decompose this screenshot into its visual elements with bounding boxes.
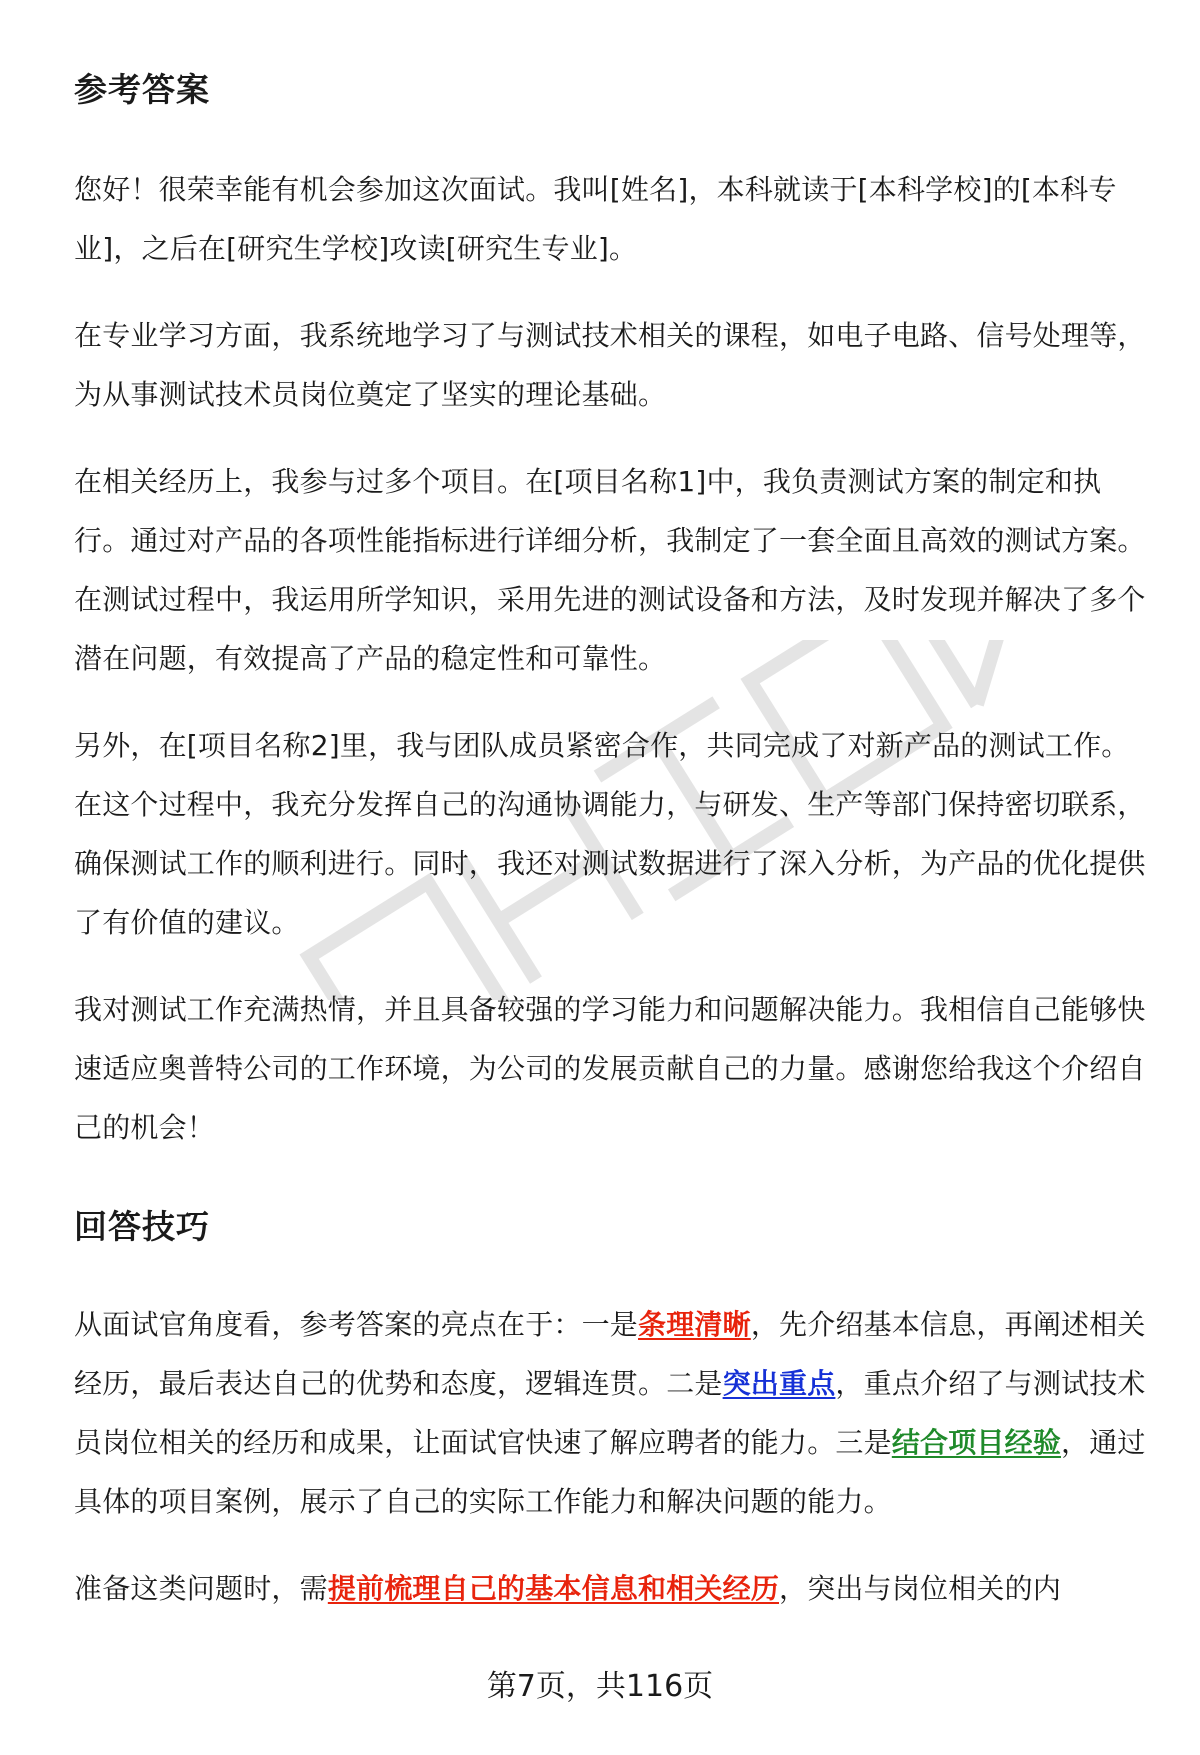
section-title-reference-answer: 参考答案: [74, 70, 210, 109]
tips-text: ，突出与岗位相关的内: [779, 1572, 1062, 1605]
tips-text: ，先介绍基本信息，再阐述相关经历，最后表达自己的优势和态度，逻辑连贯。二是: [74, 1308, 1146, 1400]
answer-paragraph-closing: 我对测试工作充满热情，并且具备较强的学习能力和问题解决能力。我相信自己能够快速适应奥普特公司的工作环境，为公司的发展贡献自己的力量。感谢您给我这个介绍自己的机会！: [74, 993, 1146, 1144]
highlight-prepare-info: 提前梳理自己的基本信息和相关经历: [327, 1572, 780, 1605]
tips-text: 准备这类问题时，需: [74, 1572, 328, 1605]
highlight-project-experience: 结合项目经验: [891, 1426, 1062, 1459]
section-title-answer-tips: 回答技巧: [74, 1207, 210, 1246]
answer-paragraph-project2: 另外，在[项目名称2]里，我与团队成员紧密合作，共同完成了对新产品的测试工作。在这个过程中，我充分发挥自己的沟通协调能力，与研发、生产等部门保持密切联系，确保测试工作的顺利进行。同时，我还对测试数据进行了深入分析，为产品的优化提供了有价值的建议。: [74, 729, 1146, 939]
page-number: 第7页，共116页: [486, 1669, 714, 1704]
tips-text: ，重点介绍了与测试技术员岗位相关的经历和成果，让面试官快速了解应聘者的能力。三是: [74, 1367, 1146, 1459]
answer-paragraph-intro: 您好！很荣幸能有机会参加这次面试。我叫[姓名]，本科就读于[本科学校]的[本科专业]，之后在[研究生学校]攻读[研究生专业]。: [74, 173, 1117, 265]
highlight-focus: 突出重点: [722, 1367, 836, 1400]
highlight-organized: 条理清晰: [638, 1308, 751, 1341]
answer-paragraph-project1: 在相关经历上，我参与过多个项目。在[项目名称1]中，我负责测试方案的制定和执行。通过对产品的各项性能指标进行详细分析，我制定了一套全面且高效的测试方案。在测试过程中，我运用所学知识，采用先进的测试设备和方法，及时发现并解决了多个潜在问题，有效提高了产品的稳定性和可靠性。: [74, 465, 1146, 675]
document-body: [74, 62, 1154, 1646]
tips-paragraph-highlights: [74, 1295, 1154, 1531]
tips-text: 从面试官角度看，参考答案的亮点在于：一是: [74, 1308, 639, 1341]
answer-paragraph-study: 在专业学习方面，我系统地学习了与测试技术相关的课程，如电子电路、信号处理等，为从事测试技术员岗位奠定了坚实的理论基础。: [74, 319, 1146, 411]
tips-text: ，通过具体的项目案例，展示了自己的实际工作能力和解决问题的能力。: [74, 1426, 1146, 1518]
tips-paragraph-preparation: [74, 1559, 1154, 1618]
